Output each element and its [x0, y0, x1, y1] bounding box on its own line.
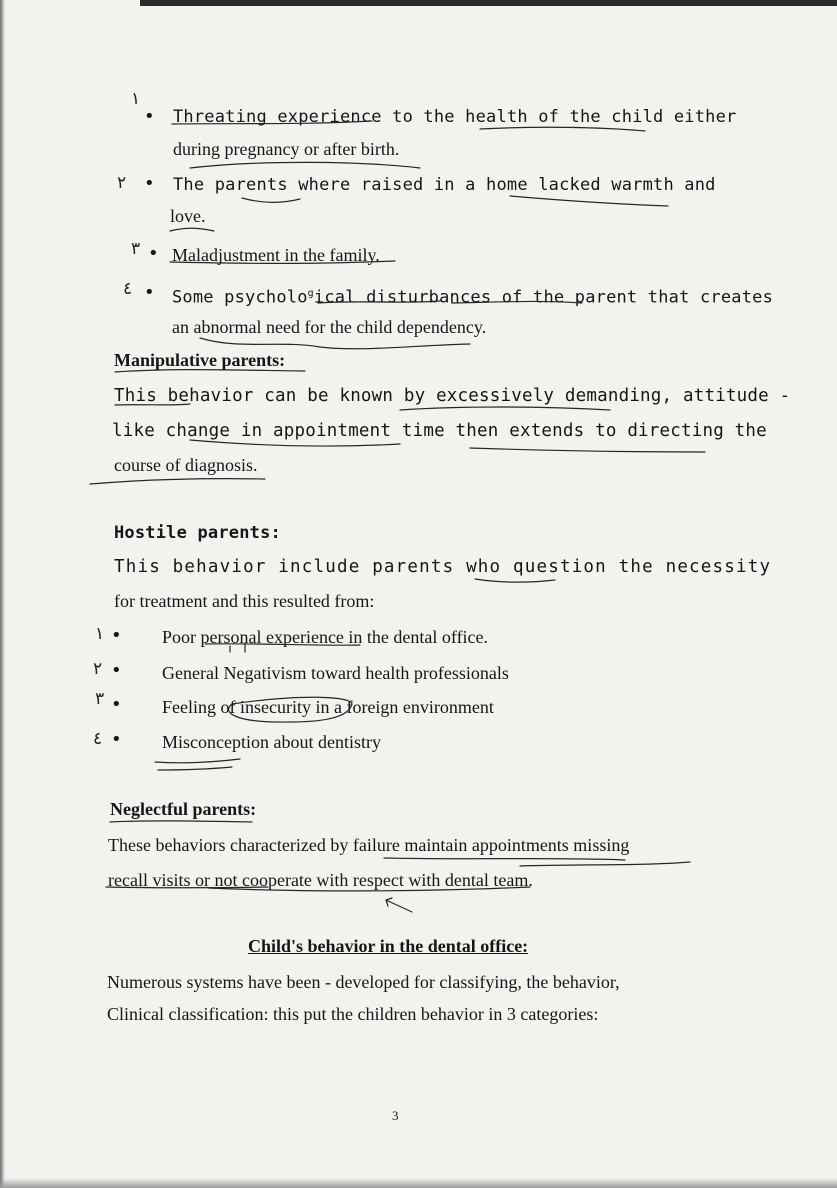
pen-scribble	[200, 338, 470, 349]
bullet-dot: •	[144, 106, 155, 127]
pen-underline	[384, 858, 625, 860]
pen-underline	[190, 162, 420, 168]
pen-underline	[155, 759, 240, 770]
list-item-line: General Negativism toward health professionals	[162, 663, 509, 683]
pen-underline	[170, 228, 214, 231]
paragraph-line: for treatment and this resulted from:	[114, 591, 375, 611]
bullet-dot: •	[111, 694, 122, 715]
pen-underline	[90, 479, 265, 484]
pen-underline	[110, 821, 252, 822]
child-behavior-heading: Child's behavior in the dental office:	[248, 936, 529, 956]
hostile-heading: Hostile parents:	[114, 523, 281, 543]
pen-circle	[229, 697, 352, 722]
paragraph-line: like change in appointment time then extends to directing the	[112, 421, 767, 441]
pen-underline	[190, 440, 400, 446]
pen-underline	[205, 644, 360, 645]
pen-underline	[475, 579, 555, 582]
superscript: g	[307, 288, 314, 299]
bullet-dot: •	[144, 282, 155, 303]
bullet-dot: •	[111, 625, 122, 646]
list-item-text: Some psycholo	[172, 287, 308, 308]
paragraph-line: These behaviors characterized by failure maintain appointments missing	[108, 835, 630, 855]
pen-underline	[520, 862, 690, 866]
bullet-dot: •	[111, 729, 122, 750]
list-item-line: Misconception about dentistry	[162, 732, 381, 752]
page-number: 3	[392, 1108, 399, 1123]
manipulative-heading: Manipulative parents:	[114, 350, 286, 370]
list-item-line: Maladjustment in the family.	[172, 245, 380, 265]
list-marker: ٢	[93, 659, 103, 679]
paragraph-line: Numerous systems have been - developed for classifying, the behavior,	[107, 972, 620, 992]
pen-underline	[510, 196, 668, 206]
list-marker: ٤	[123, 279, 133, 299]
list-item-line: an abnormal need for the child dependency.	[172, 317, 487, 337]
paragraph-line: course of diagnosis.	[114, 455, 258, 475]
pen-underline	[115, 404, 190, 405]
bullet-dot: •	[148, 243, 159, 264]
list-marker: ١	[131, 89, 141, 109]
paragraph-line: Clinical classification: this put the children behavior in 3 categories:	[107, 1004, 599, 1024]
pen-underline	[480, 127, 645, 131]
list-marker: ٣	[131, 239, 141, 259]
list-marker: ١	[95, 624, 105, 644]
pen-underline	[106, 887, 268, 888]
list-marker: ٣	[95, 689, 105, 709]
list-marker: ٤	[93, 729, 103, 749]
list-item-text: ical disturbances of the parent that creates	[313, 287, 774, 308]
paragraph-line: This behavior can be known by excessively demanding, attitude -	[114, 386, 791, 406]
pen-underline	[115, 370, 305, 372]
paragraph-line: recall visits or not cooperate with respect with dental team.	[108, 870, 533, 890]
list-item-line: during pregnancy or after birth.	[173, 139, 400, 159]
bullet-dot: •	[111, 660, 122, 681]
list-marker: ٢	[117, 173, 127, 193]
paragraph-line: This behavior include parents who question the necessity	[114, 557, 772, 577]
neglectful-heading: Neglectful parents:	[110, 799, 257, 819]
list-item-line: love.	[170, 206, 206, 226]
bullet-dot: •	[144, 173, 155, 194]
pen-underline	[400, 407, 610, 410]
pen-underline	[470, 448, 705, 452]
pen-underline	[170, 261, 395, 263]
pen-underline	[242, 198, 300, 202]
pen-underline	[318, 301, 440, 303]
pen-underline	[452, 301, 582, 303]
pen-arrow	[386, 898, 412, 912]
list-item-line: The parents where raised in a home lacked warmth and	[173, 175, 716, 195]
list-item-line: Poor personal experience in the dental office.	[162, 627, 489, 647]
list-item-line: Threating experience to the health of the child either	[173, 107, 737, 127]
list-item-line: Feeling of insecurity in a foreign environment	[162, 697, 494, 717]
pen-underline	[172, 121, 372, 124]
